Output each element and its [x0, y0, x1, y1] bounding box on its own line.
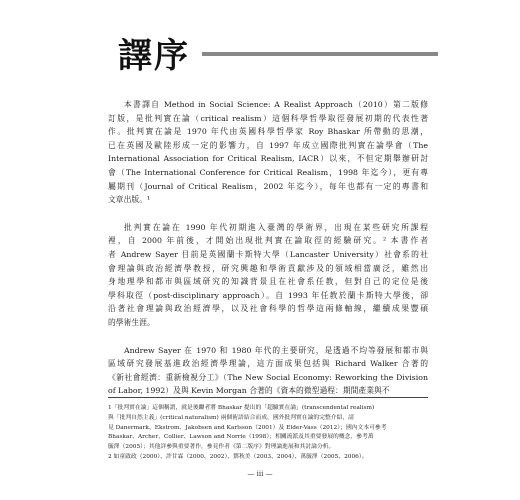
- footnote-divider: [108, 397, 428, 398]
- footnotes: [108, 404, 428, 463]
- paragraph-line: 批判實在論在 1990 年代初期進入臺灣的學術界，出現在某些研究所課程: [124, 222, 428, 232]
- paragraph-line: 區域研究發展基進政治經濟學理論，這方面成果包括與 Richard Walker 合著的: [108, 359, 428, 369]
- footnote-line: 與「批判自然主義」(critical naturalism) 兩個術語結合而成，國外批判實在論的完整介紹，請: [108, 414, 354, 421]
- paragraph-line: International Association for Critical Realism, IACR）以來，不但定期舉辦研討: [108, 154, 428, 164]
- paragraph-line: Andrew Sayer 在 1970 和 1980 年代的主要研究，是透過不均等發展和都市與: [124, 345, 428, 355]
- page-number: — iii —: [247, 470, 273, 478]
- footnote-line: 見 Danermark、Ekstrom、Jakobsen and Karlsson（2001）及 Elder-Vass（2012）；國內文本可參考: [108, 424, 387, 431]
- paragraph-line: 文章出版。¹: [108, 195, 151, 205]
- paragraph-line: 訂版，是批判實在論（critical realism）這個科學哲學取徑發展初期的代表性著: [108, 113, 428, 123]
- footnote-line: 毓澤（2005）；其他詳參與重要著作，參見作者《第二版序》對理論進展和其討論分析。: [108, 444, 335, 451]
- paragraph-line: 學科取徑（post-disciplinary approach）。自 1993 年任教於蘭卡斯特大學後，卻: [108, 290, 428, 300]
- paragraph-line: 屬期刊（Journal of Critical Realism，2002 年迄今），每年也都有一定的專書和: [108, 181, 428, 191]
- paragraph-line: 已在英國及歐陸形成一定的影響力，自 1997 年成立國際批判實在論學會（The: [108, 140, 428, 150]
- footnote-line: 1「批判實在論」這個稱謂，就是後繼者將 Bhaskar 提出的「超驗實在論」(transcendental realism): [108, 405, 375, 411]
- paragraph-line: 裡，自 2000 年前後，才開始出現批判實在論取徑的經驗研究。² 本書作者: [108, 236, 428, 246]
- body-text: [108, 98, 428, 398]
- paragraph-line: 沿著社會理論與政治經濟學，以及社會科學的哲學這兩條軸線，繼續成果豐碩: [108, 304, 428, 314]
- paragraph-line: 身地理學和都市與區域研究的知識背景且在社會系任教，但對自己的定位是後: [108, 277, 428, 287]
- paragraph-line: 的學術生涯。: [108, 317, 155, 327]
- footnote-line: Bhaskar、Archer、Collier、Lawson and Norrie（1998）；相關流派及其重要發展的概念，參考萬: [108, 434, 374, 441]
- title-rule: [202, 52, 438, 56]
- page-title: 譯序: [118, 36, 190, 76]
- paragraph-line: 《新社會經濟：重新檢視分工》（The New Social Economy: Reworking the Division: [108, 372, 428, 382]
- paragraph-line: 者 Andrew Sayer 目前是英國蘭卡斯特大學（Lancaster University）社會系的社: [108, 249, 428, 259]
- footnote-line: 2 如童啟政（2000）、許甘霖（2000、2002）、鄧秋美（2003、2004）、萬毓澤（2005、2006）。: [108, 453, 368, 460]
- paragraph-line: 會（The International Conference for Critical Realism，1998 年迄今），更有專: [108, 167, 428, 177]
- paragraph-line: 會理論與政治經濟學教授，研究興趣和學術貢獻涉及的領域相當廣泛，雖然出: [108, 263, 428, 273]
- paragraph-line: 作。批判實在論是 1970 年代由英國科學哲學家 Roy Bhaskar 所帶動的思潮，: [108, 127, 428, 137]
- paragraph-line: 本書譯自 Method in Social Science: A Realist Approach（2010）第二版修: [124, 100, 428, 109]
- paragraph-line: of Labor, 1992）及與 Kevin Morgan 合著的《資本的微型過程：期間產業與不: [108, 386, 390, 396]
